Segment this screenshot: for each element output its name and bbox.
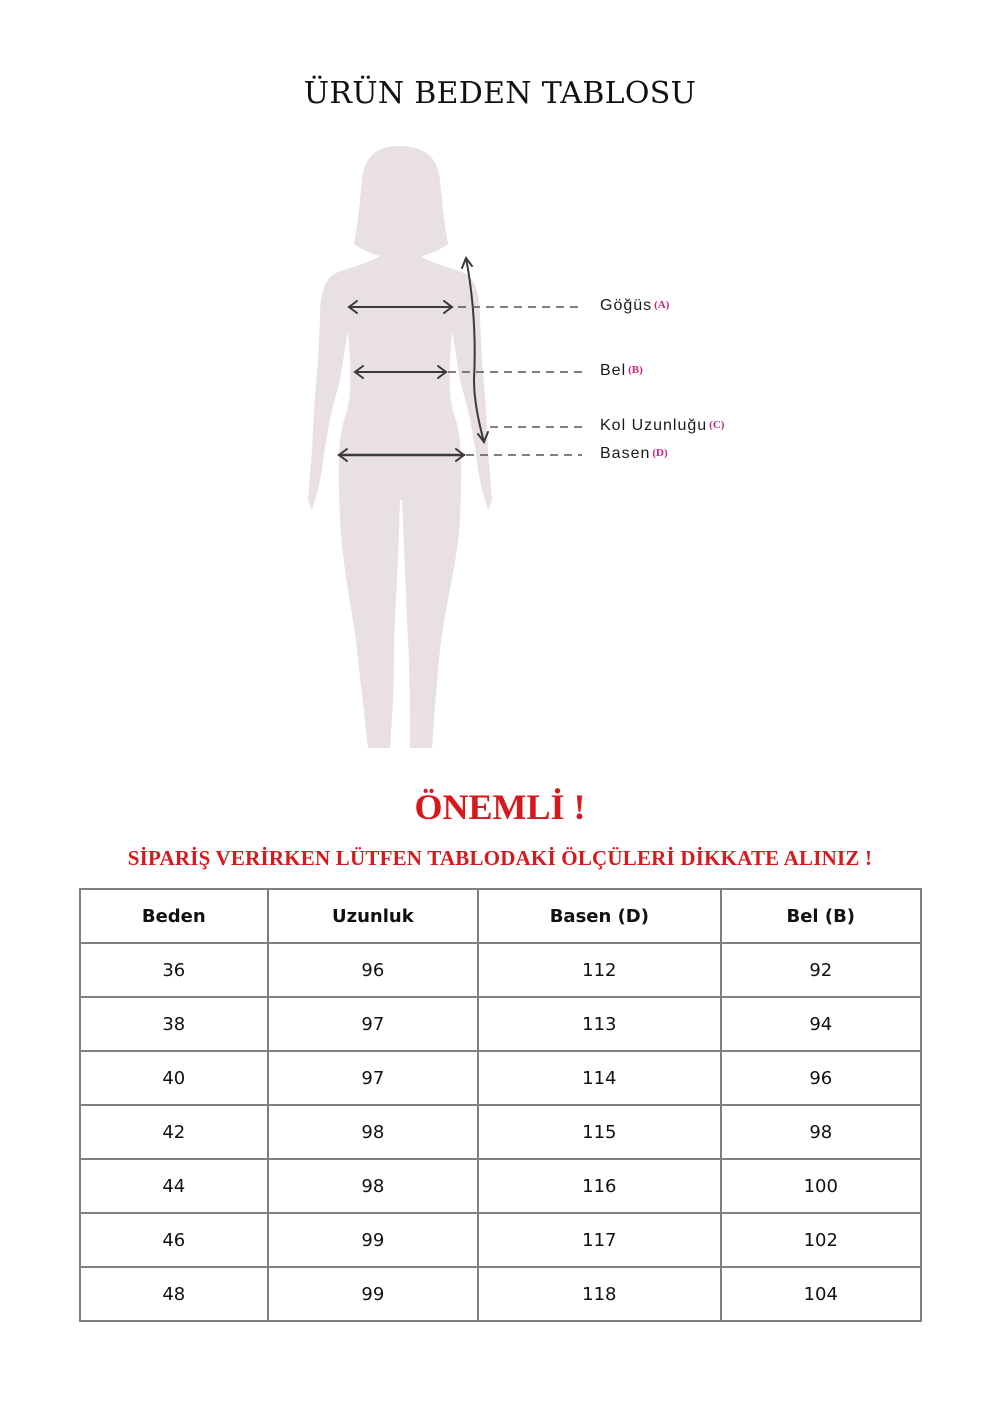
table-row [80, 1105, 921, 1159]
measurement-label-chest [600, 297, 669, 315]
cell-hips: 116 [478, 1159, 720, 1213]
cell-waist: 92 [721, 943, 921, 997]
table-row [80, 997, 921, 1051]
cell-size: 38 [80, 997, 268, 1051]
cell-length: 96 [268, 943, 479, 997]
size-table [79, 888, 922, 1322]
cell-length: 98 [268, 1159, 479, 1213]
measurement-label-text: Basen [600, 445, 651, 462]
cell-size: 48 [80, 1267, 268, 1321]
measurement-label-waist [600, 362, 643, 380]
cell-waist: 96 [721, 1051, 921, 1105]
cell-size: 40 [80, 1051, 268, 1105]
measurement-label-text: Göğüs [600, 297, 653, 314]
table-row [80, 1267, 921, 1321]
measurement-code: (B) [628, 364, 643, 376]
important-heading: ÖNEMLİ ! [414, 787, 586, 827]
cell-size: 42 [80, 1105, 268, 1159]
table-row [80, 1213, 921, 1267]
cell-waist: 102 [721, 1213, 921, 1267]
table-row [80, 1051, 921, 1105]
cell-waist: 100 [721, 1159, 921, 1213]
table-row [80, 943, 921, 997]
column-header-hips: Basen (D) [478, 889, 720, 943]
cell-length: 98 [268, 1105, 479, 1159]
cell-hips: 113 [478, 997, 720, 1051]
page-title: ÜRÜN BEDEN TABLOSU [303, 76, 697, 111]
measurement-code: (D) [652, 447, 668, 459]
measurement-label-sleeve-length [600, 417, 724, 435]
measurement-label-text: Kol Uzunluğu [600, 417, 708, 434]
measurement-code: (C) [709, 419, 725, 431]
measurement-label-text: Bel [600, 362, 627, 379]
cell-length: 97 [268, 1051, 479, 1105]
cell-waist: 94 [721, 997, 921, 1051]
measurement-code: (A) [654, 299, 670, 311]
cell-length: 99 [268, 1213, 479, 1267]
cell-waist: 98 [721, 1105, 921, 1159]
cell-waist: 104 [721, 1267, 921, 1321]
order-notice: SİPARİŞ VERİRKEN LÜTFEN TABLODAKİ ÖLÇÜLERİ DİKKATE ALINIZ ! [127, 846, 873, 870]
cell-hips: 114 [478, 1051, 720, 1105]
cell-size: 46 [80, 1213, 268, 1267]
table-header-row [80, 889, 921, 943]
column-header-waist: Bel (B) [721, 889, 921, 943]
cell-length: 97 [268, 997, 479, 1051]
measurement-label-hips [600, 445, 668, 463]
cell-hips: 118 [478, 1267, 720, 1321]
cell-hips: 112 [478, 943, 720, 997]
cell-size: 36 [80, 943, 268, 997]
cell-length: 99 [268, 1267, 479, 1321]
cell-hips: 115 [478, 1105, 720, 1159]
cell-size: 44 [80, 1159, 268, 1213]
cell-hips: 117 [478, 1213, 720, 1267]
table-row [80, 1159, 921, 1213]
column-header-size: Beden [80, 889, 268, 943]
column-header-length: Uzunluk [268, 889, 479, 943]
